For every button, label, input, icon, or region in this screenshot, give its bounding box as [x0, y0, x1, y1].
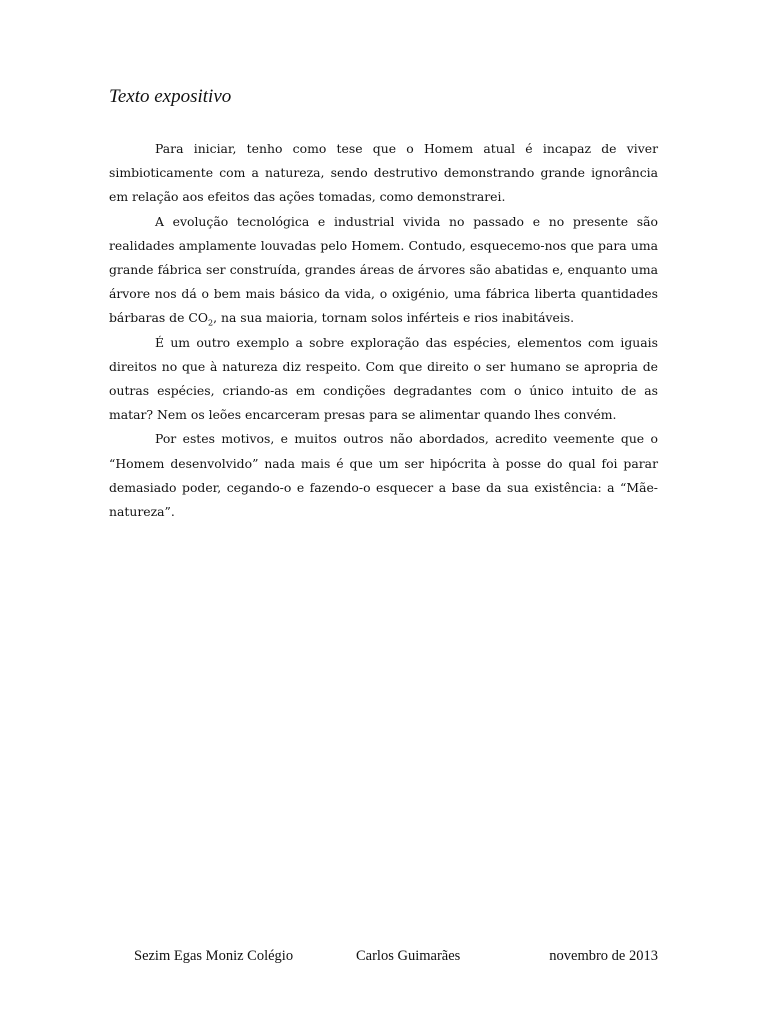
footer-date: novembro de 2013 — [549, 948, 658, 964]
footer-author: Carlos Guimarães — [356, 948, 461, 964]
document-body — [109, 137, 658, 524]
paragraph-1: Para iniciar, tenho como tese que o Homem atual é incapaz de viver simbioticamente com a natureza, sendo destrutivo demonstrando grande ignorância em relação aos efeitos das ações tomadas, como demonstrarei. — [109, 141, 658, 205]
co2-subscript: 2 — [208, 318, 214, 328]
paragraph-3: É um outro exemplo a sobre exploração das espécies, elementos com iguais direitos no que à natureza diz respeito. Com que direito o ser humano se apropria de outras espécies, criando-as em condições degradantes com o único intuito de as matar? Nem os leões encarceram presas para se alimentar quando lhes convém. — [109, 334, 658, 423]
paragraph-2-tail: , na sua maioria, tornam solos inférteis e rios inabitáveis. — [213, 310, 575, 326]
footer-school: Sezim Egas Moniz Colégio — [134, 948, 294, 964]
co2-formula — [188, 310, 214, 328]
co2-base: CO — [188, 310, 209, 326]
paragraph-2-text: A evolução tecnológica e industrial vivida no passado e no presente são realidades amplamente louvadas pelo Homem. Contudo, esquecemo-nos que para uma grande fábrica ser construída, grandes áreas de árvores são abatidas e, enquanto uma árvore nos dá o bem mais básico da vida, o oxigénio, uma fábrica liberta quantidades bárbaras de — [109, 213, 658, 326]
paragraph-4: Por estes motivos, e muitos outros não abordados, acredito veemente que o “Homem desenvolvido” nada mais é que um ser hipócrita à posse do qual foi parar demasiado poder, cegando-o e fazendo-o esquecer a base da sua existência: a “Mãe-natureza”. — [109, 431, 658, 520]
paragraph-2 — [109, 210, 658, 331]
page-title: Texto expositivo — [109, 86, 232, 107]
